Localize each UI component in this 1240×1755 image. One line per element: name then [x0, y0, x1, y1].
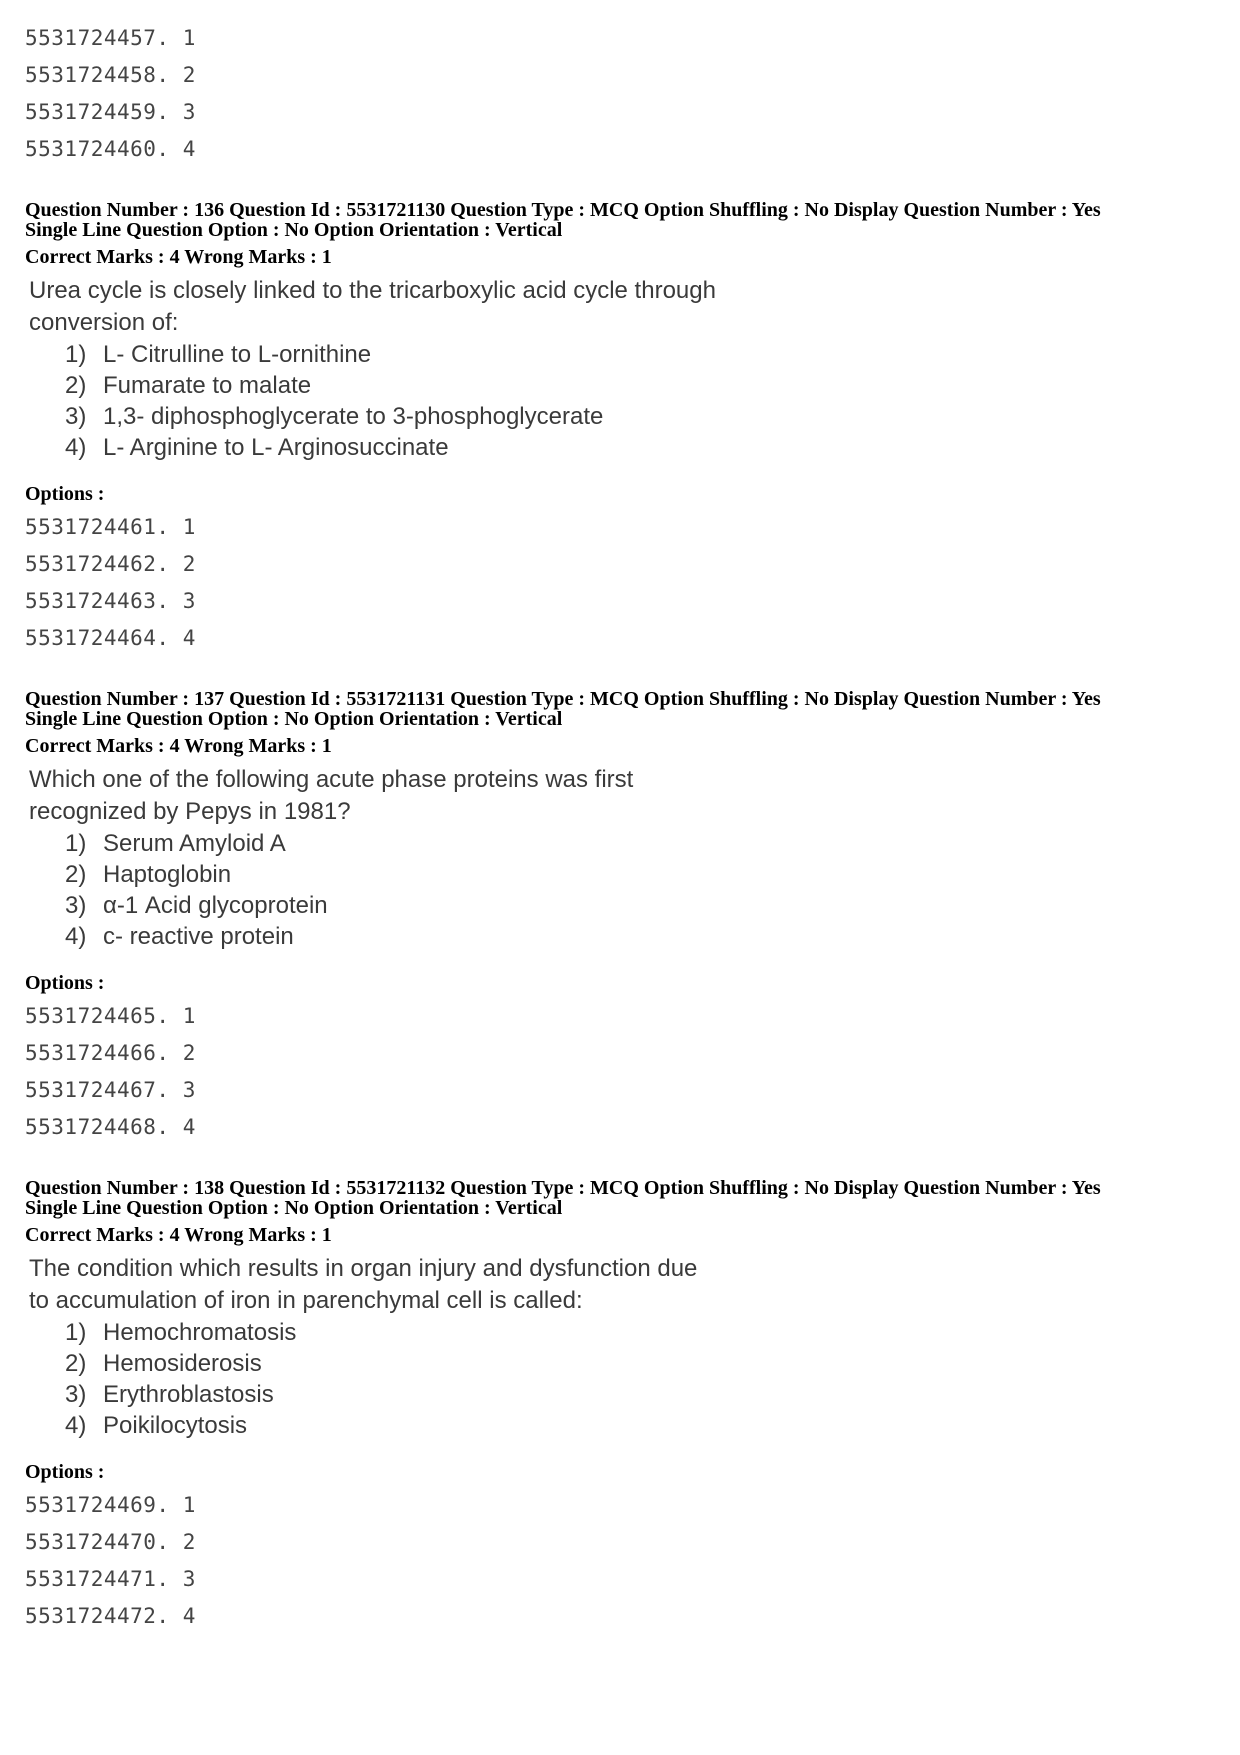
question-136: [25, 200, 1215, 657]
choice-item: [29, 890, 1215, 921]
choice-item: [29, 1317, 1215, 1348]
choice-number: 4): [65, 434, 87, 461]
question-137: [25, 689, 1215, 1146]
option-id-list: [25, 998, 1215, 1146]
choice-item: [29, 859, 1215, 890]
question-stem-line: The condition which results in organ injury and dysfunction due: [29, 1255, 698, 1282]
option-id-list: [25, 1487, 1215, 1635]
question-marks: Correct Marks : 4 Wrong Marks : 1: [25, 246, 332, 268]
choice-text: Serum Amyloid A: [103, 830, 286, 857]
previous-question-options: [25, 20, 1215, 168]
option-id-list: [25, 509, 1215, 657]
option-line: 5531724460. 4: [25, 137, 196, 161]
question-stem-line: to accumulation of iron in parenchymal cell is called:: [29, 1287, 583, 1314]
question-meta-line-2: Single Line Question Option : No Option Orientation : Vertical: [25, 708, 563, 730]
choice-text: L- Citrulline to L-ornithine: [103, 341, 372, 368]
question-body: [29, 1253, 1215, 1441]
option-line: 5531724461. 1: [25, 515, 196, 539]
question-marks: Correct Marks : 4 Wrong Marks : 1: [25, 735, 332, 757]
question-meta-line-1: Question Number : 137 Question Id : 5531721131 Question Type : MCQ Option Shuffling : No Display Question Number : Yes: [25, 688, 1101, 710]
choice-text: c- reactive protein: [103, 923, 294, 950]
question-meta-line-1: Question Number : 136 Question Id : 5531721130 Question Type : MCQ Option Shuffling : No Display Question Number : Yes: [25, 199, 1101, 221]
option-line: 5531724468. 4: [25, 1115, 196, 1139]
option-line: 5531724464. 4: [25, 626, 196, 650]
choice-item: [29, 401, 1215, 432]
choice-number: 3): [65, 403, 87, 430]
options-label: Options :: [25, 1461, 105, 1483]
choice-item: [29, 1348, 1215, 1379]
choice-number: 1): [65, 341, 87, 368]
question-meta-line-2: Single Line Question Option : No Option Orientation : Vertical: [25, 1197, 563, 1219]
choice-item: [29, 432, 1215, 463]
choice-text: Hemochromatosis: [103, 1319, 297, 1346]
choice-text: α-1 Acid glycoprotein: [103, 892, 328, 919]
option-line: 5531724462. 2: [25, 552, 196, 576]
option-line: 5531724457. 1: [25, 26, 196, 50]
choice-number: 2): [65, 1350, 87, 1377]
question-body: [29, 764, 1215, 952]
question-marks: Correct Marks : 4 Wrong Marks : 1: [25, 1224, 332, 1246]
choice-number: 1): [65, 1319, 87, 1346]
exam-page: [25, 20, 1215, 1635]
option-line: 5531724467. 3: [25, 1078, 196, 1102]
choice-number: 2): [65, 861, 87, 888]
option-line: 5531724463. 3: [25, 589, 196, 613]
choice-text: Poikilocytosis: [103, 1412, 248, 1439]
choice-item: [29, 1410, 1215, 1441]
choice-text: Haptoglobin: [103, 861, 232, 888]
option-line: 5531724471. 3: [25, 1567, 196, 1591]
choice-number: 2): [65, 372, 87, 399]
choice-number: 3): [65, 892, 87, 919]
option-line: 5531724465. 1: [25, 1004, 196, 1028]
choice-item: [29, 1379, 1215, 1410]
choice-item: [29, 370, 1215, 401]
choice-item: [29, 339, 1215, 370]
question-body: [29, 275, 1215, 463]
choice-number: 3): [65, 1381, 87, 1408]
choice-item: [29, 828, 1215, 859]
question-stem-line: conversion of:: [29, 309, 179, 336]
option-line: 5531724458. 2: [25, 63, 196, 87]
question-stem-line: Which one of the following acute phase proteins was first: [29, 766, 634, 793]
choice-number: 4): [65, 1412, 87, 1439]
question-138: [25, 1178, 1215, 1635]
question-stem-line: recognized by Pepys in 1981?: [29, 798, 351, 825]
choice-text: Hemosiderosis: [103, 1350, 262, 1377]
option-line: 5531724469. 1: [25, 1493, 196, 1517]
option-line: 5531724459. 3: [25, 100, 196, 124]
choice-number: 1): [65, 830, 87, 857]
choice-text: Erythroblastosis: [103, 1381, 274, 1408]
choice-text: Fumarate to malate: [103, 372, 312, 399]
choice-number: 4): [65, 923, 87, 950]
choice-item: [29, 921, 1215, 952]
choice-text: L- Arginine to L- Arginosuccinate: [103, 434, 449, 461]
question-meta-line-1: Question Number : 138 Question Id : 5531721132 Question Type : MCQ Option Shuffling : No Display Question Number : Yes: [25, 1177, 1101, 1199]
question-stem-line: Urea cycle is closely linked to the tricarboxylic acid cycle through: [29, 277, 716, 304]
option-line: 5531724466. 2: [25, 1041, 196, 1065]
question-meta-line-2: Single Line Question Option : No Option Orientation : Vertical: [25, 219, 563, 241]
options-label: Options :: [25, 483, 105, 505]
options-label: Options :: [25, 972, 105, 994]
option-line: 5531724472. 4: [25, 1604, 196, 1628]
choice-text: 1,3- diphosphoglycerate to 3-phosphoglycerate: [103, 403, 604, 430]
option-line: 5531724470. 2: [25, 1530, 196, 1554]
